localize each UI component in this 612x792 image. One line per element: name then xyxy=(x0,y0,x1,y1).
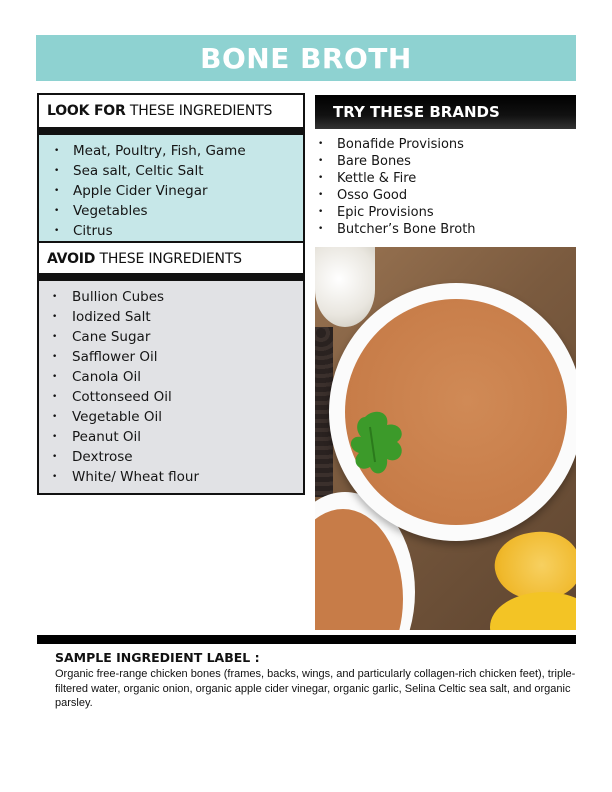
list-item: • Canola Oil xyxy=(39,367,303,387)
list-item: • Bullion Cubes xyxy=(39,287,303,307)
avoid-heading-bold: AVOID xyxy=(47,251,96,267)
sample-label-title: SAMPLE INGREDIENT LABEL : xyxy=(55,650,260,665)
list-item: • White/ Wheat flour xyxy=(39,467,303,487)
look-for-heading-rest: THESE INGREDIENTS xyxy=(125,103,273,119)
avoid-heading xyxy=(39,243,303,281)
avoid-section xyxy=(37,243,305,495)
bone-broth-photo xyxy=(315,247,576,630)
list-item: • Cane Sugar xyxy=(39,327,303,347)
list-item: • Citrus xyxy=(39,221,303,241)
parsley-icon xyxy=(345,407,415,492)
list-item: • Epic Provisions xyxy=(315,204,576,221)
list-item: • Vegetables xyxy=(39,201,303,221)
look-for-list xyxy=(39,135,303,241)
list-item: • Osso Good xyxy=(315,187,576,204)
avoid-heading-rest: THESE INGREDIENTS xyxy=(95,251,242,267)
brands-list xyxy=(315,134,576,238)
list-item: • Cottonseed Oil xyxy=(39,387,303,407)
page-title: BONE BROTH xyxy=(36,35,576,81)
list-item: • Dextrose xyxy=(39,447,303,467)
list-item: • Sea salt, Celtic Salt xyxy=(39,161,303,181)
sample-label-text: Organic free-range chicken bones (frames, backs, wings, and particularly collagen-rich chicken feet), triple-filtered water, organic onion, organic apple cider vinegar, organic garlic, Selina Celtic sea salt, and organic parsley. xyxy=(55,668,576,709)
list-item: • Butcher’s Bone Broth xyxy=(315,221,576,238)
list-item: • Iodized Salt xyxy=(39,307,303,327)
list-item: • Bare Bones xyxy=(315,153,576,170)
list-item: • Bonafide Provisions xyxy=(315,136,576,153)
brands-heading: TRY THESE BRANDS xyxy=(315,95,576,129)
look-for-heading-bold: LOOK FOR xyxy=(47,103,126,119)
list-item: • Meat, Poultry, Fish, Game xyxy=(39,141,303,161)
list-item: • Kettle & Fire xyxy=(315,170,576,187)
list-item: • Safflower Oil xyxy=(39,347,303,367)
look-for-heading xyxy=(39,95,303,135)
garlic-image xyxy=(315,247,375,327)
list-item: • Peanut Oil xyxy=(39,427,303,447)
look-for-section xyxy=(37,93,305,243)
avoid-list xyxy=(39,281,303,487)
list-item: • Vegetable Oil xyxy=(39,407,303,427)
lemon-image xyxy=(490,592,576,630)
section-divider xyxy=(37,635,576,644)
brands-section xyxy=(315,134,576,238)
list-item: • Apple Cider Vinegar xyxy=(39,181,303,201)
